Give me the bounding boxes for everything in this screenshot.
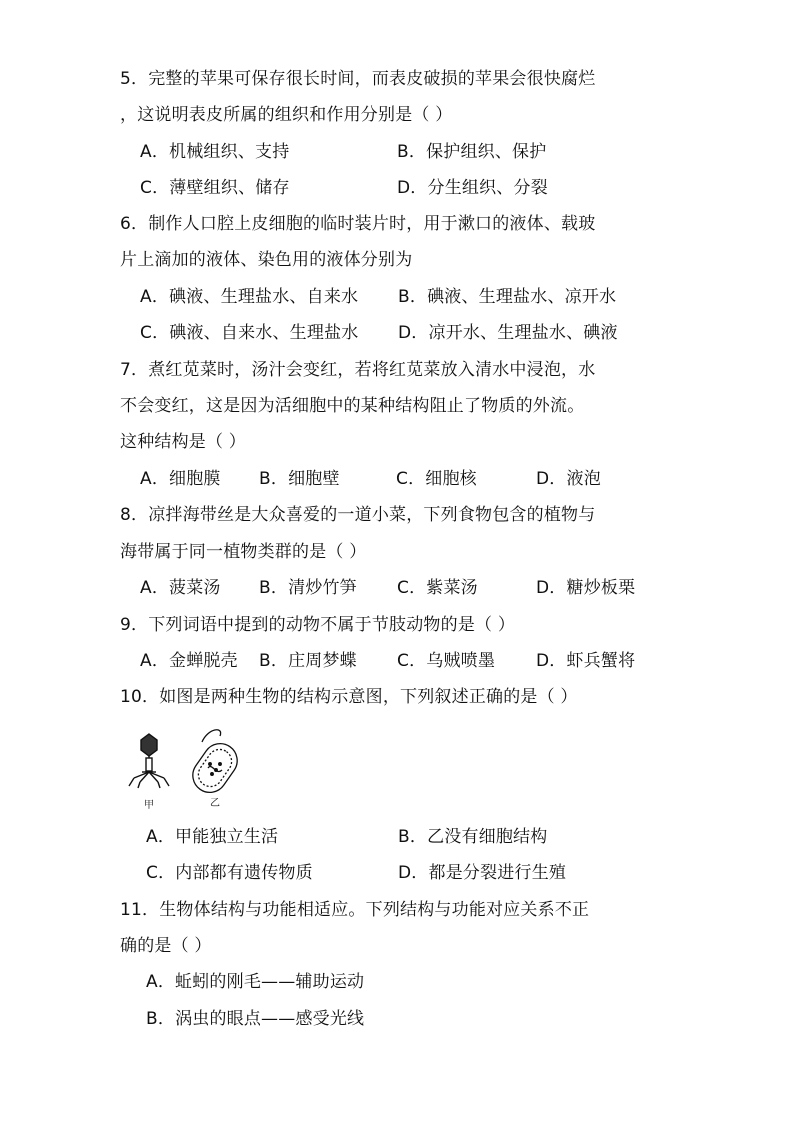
bacterium-drawing [186,730,244,799]
q9-option-a: A．金蝉脱壳 [140,651,238,671]
q8-option-b: B．清炒竹笋 [259,578,357,598]
q6-option-a: A．碘液、生理盐水、自来水 [140,287,359,307]
q10-stem-line1: 10．如图是两种生物的结构示意图，下列叙述正确的是（ ） [120,687,578,707]
q5-option-b: B．保护组织、保护 [397,142,547,162]
q7-option-a: A．细胞膜 [140,469,221,489]
figure-label-a: 甲 [144,800,154,811]
q8-option-d: D．糖炒板栗 [536,578,636,598]
q6-stem-line2: 片上滴加的液体、染色用的液体分别为 [120,250,413,270]
q10-option-a: A．甲能独立生活 [146,827,279,847]
q9-stem-line1: 9．下列词语中提到的动物不属于节肢动物的是（ ） [120,615,516,635]
q5-stem-line2: ，这说明表皮所属的组织和作用分别是（ ） [120,105,453,125]
q6-option-b: B．碘液、生理盐水、凉开水 [398,287,617,307]
q11-option-a: A．蚯蚓的刚毛——辅助运动 [146,972,365,992]
q5-option-c: C．薄壁组织、储存 [140,178,290,198]
q9-option-b: B．庄周梦蝶 [259,651,357,671]
q7-stem-line3: 这种结构是（ ） [120,432,247,452]
q8-option-a: A．菠菜汤 [140,578,221,598]
q6-option-c: C．碘液、自来水、生理盐水 [140,323,359,343]
q8-stem-line1: 8．凉拌海带丝是大众喜爱的一道小菜，下列食物包含的植物与 [120,505,596,525]
q9-option-d: D．虾兵蟹将 [536,651,636,671]
q11-stem-line1: 11．生物体结构与功能相适应。下列结构与功能对应关系不正 [120,900,590,920]
q7-option-b: B．细胞壁 [259,469,340,489]
figure-label-b: 乙 [210,798,220,809]
q10-option-d: D．都是分裂进行生殖 [398,863,567,883]
bacteriophage-drawing [129,734,169,788]
q7-option-d: D．液泡 [536,469,601,489]
q10-option-c: C．内部都有遗传物质 [146,863,313,883]
q9-option-c: C．乌贼喷墨 [397,651,496,671]
q6-option-d: D．凉开水、生理盐水、碘液 [398,323,618,343]
q7-stem-line1: 7．煮红苋菜时，汤汁会变红，若将红苋菜放入清水中浸泡，水 [120,360,596,380]
q5-option-d: D．分生组织、分裂 [397,178,548,198]
q10-option-b: B．乙没有细胞结构 [398,827,548,847]
q8-stem-line2: 海带属于同一植物类群的是（ ） [120,542,367,562]
q11-option-b: B．涡虫的眼点——感受光线 [146,1009,365,1029]
q8-option-c: C．紫菜汤 [397,578,478,598]
q10-figure [124,720,284,815]
q11-stem-line2: 确的是（ ） [120,936,212,956]
q7-option-c: C．细胞核 [396,469,477,489]
q5-stem-line1: 5．完整的苹果可保存很长时间，而表皮破损的苹果会很快腐烂 [120,69,596,89]
q6-stem-line1: 6．制作人口腔上皮细胞的临时装片时，用于漱口的液体、载玻 [120,214,596,234]
q7-stem-line2: 不会变红，这是因为活细胞中的某种结构阻止了物质的外流。 [120,396,585,416]
q5-option-a: A．机械组织、支持 [140,142,290,162]
